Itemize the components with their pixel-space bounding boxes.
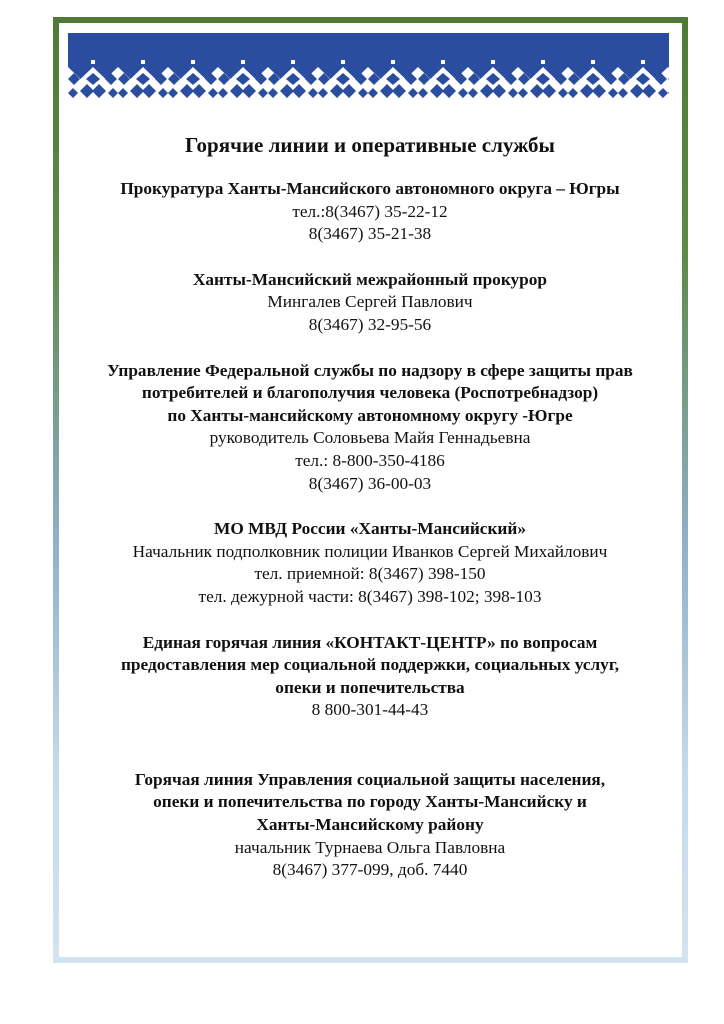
section-heading: Ханты-Мансийский межрайонный прокурор (192, 269, 548, 289)
section-heading: Управление Федеральной службы по надзору в сфере защиты прав (107, 360, 633, 380)
phone-line: тел. дежурной части: 8(3467) 398-102; 398-103 (198, 586, 542, 606)
person-name: начальник Турнаева Ольга Павловна (234, 837, 506, 857)
person-name: Начальник подполковник полиции Иванков Сергей Михайлович (132, 541, 608, 561)
khanty-mansi-ornament-icon (68, 33, 669, 99)
section-heading: предоставления мер социальной поддержки, социальных услуг, (120, 655, 620, 675)
phone-line: 8(3467) 32-95-56 (308, 314, 432, 334)
section-heading: Ханты-Мансийскому району (256, 815, 484, 835)
contact-section-social-protection (60, 769, 680, 882)
person-name: Мингалев Сергей Павлович (267, 292, 473, 312)
phone-line: 8(3467) 35-21-38 (308, 224, 432, 244)
person-name: руководитель Соловьева Майя Геннадьевна (209, 428, 531, 448)
section-heading: МО МВД России «Ханты-Мансийский» (214, 519, 526, 539)
ornament-banner (68, 33, 669, 99)
phone-line: тел.:8(3467) 35-22-12 (292, 201, 448, 221)
section-heading: по Ханты-мансийскому автономному округу -Югре (167, 405, 573, 425)
phone-line: 8 800-301-44-43 (311, 700, 429, 720)
section-heading: опеки и попечительства по городу Ханты-Мансийску и (153, 792, 587, 812)
section-heading: опеки и попечительства (275, 677, 465, 697)
document-body (60, 132, 680, 905)
page-title: Горячие линии и оперативные службы (185, 133, 555, 157)
section-heading: Горячая линия Управления социальной защиты населения, (134, 769, 606, 789)
phone-line: 8(3467) 377-099, доб. 7440 (272, 860, 468, 880)
contact-section-police (60, 518, 680, 608)
section-heading: потребителей и благополучия человека (Роспотребнадзор) (141, 383, 599, 403)
section-heading: Прокуратура Ханты-Мансийского автономного округа – Югры (120, 179, 620, 198)
phone-line: 8(3467) 36-00-03 (308, 473, 432, 493)
contact-section-rospotrebnadzor (60, 360, 680, 496)
phone-line: тел.: 8-800-350-4186 (295, 450, 445, 470)
contact-section-prosecutor-office (60, 178, 680, 246)
phone-line: тел. приемной: 8(3467) 398-150 (254, 564, 486, 584)
section-heading: Единая горячая линия «КОНТАКТ-ЦЕНТР» по вопросам (142, 632, 598, 652)
contact-section-interdistrict-prosecutor (60, 269, 680, 337)
contact-section-contact-center (60, 632, 680, 722)
